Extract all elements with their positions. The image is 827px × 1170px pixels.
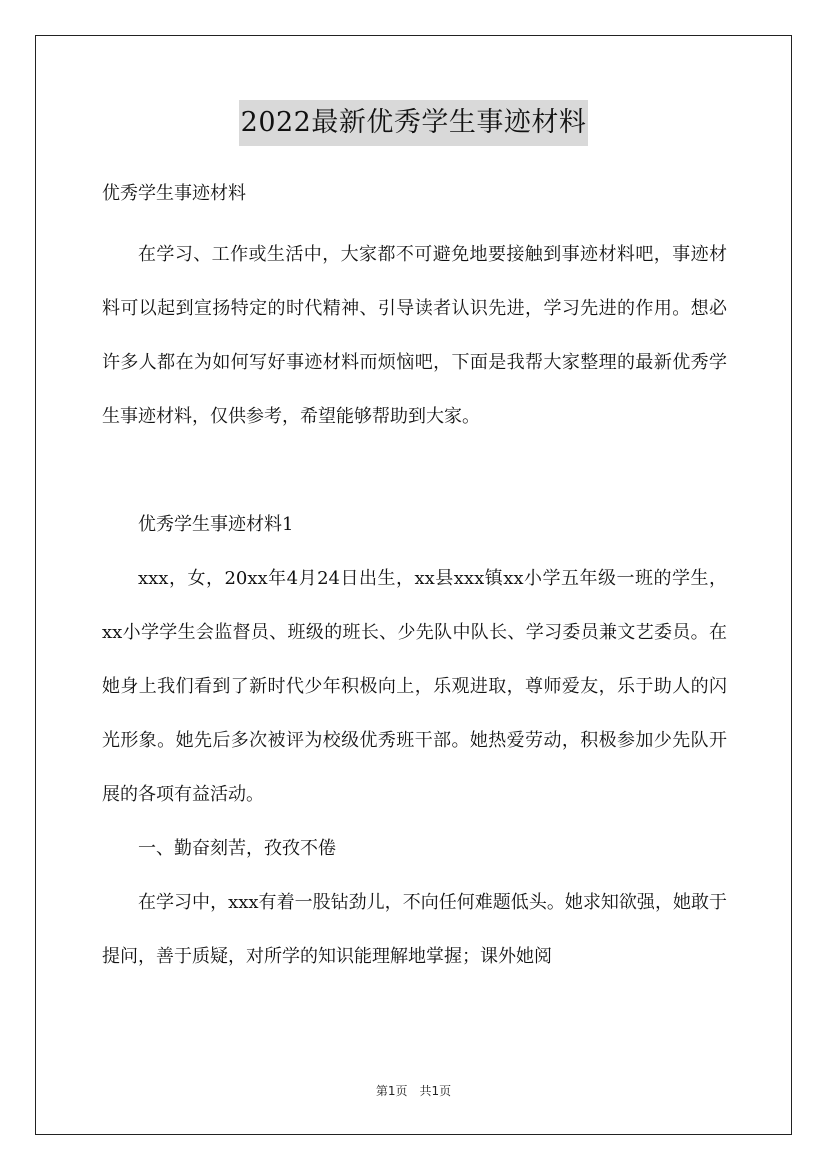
section-heading: 优秀学生事迹材料1	[138, 514, 294, 535]
document-body	[102, 228, 727, 984]
body-paragraph: xxx，女，20xx年4月24日出生，xx县xxx镇xx小学五年级一班的学生，xx小学学生会监督员、班级的班长、少先队中队长、学习委员兼文艺委员。在她身上我们看到了新时代少年积极向上，乐观进取，尊师爱友，乐于助人的闪光形象。她先后多次被评为校级优秀班干部。她热爱劳动，积极参加少先队开展的各项有益活动。	[102, 568, 727, 805]
document-subtitle: 优秀学生事迹材料	[102, 183, 246, 204]
document-title: 2022最新优秀学生事迹材料	[239, 100, 589, 146]
body-paragraph: 在学习中，xxx有着一股钻劲儿，不向任何难题低头。她求知欲强，她敢于提问，善于质疑，对所学的知识能理解地掌握；课外她阅	[102, 892, 727, 967]
intro-paragraph: 在学习、工作或生活中，大家都不可避免地要接触到事迹材料吧，事迹材料可以起到宣扬特定的时代精神、引导读者认识先进，学习先进的作用。想必许多人都在为如何写好事迹材料而烦恼吧，下面是我帮大家整理的最新优秀学生事迹材料，仅供参考，希望能够帮助到大家。	[102, 244, 727, 427]
paragraph-spacer	[102, 444, 727, 498]
title-container	[0, 100, 827, 146]
subsection-heading: 一、勤奋刻苦，孜孜不倦	[138, 838, 336, 859]
page-footer: 第1页 共1页	[375, 1084, 452, 1098]
